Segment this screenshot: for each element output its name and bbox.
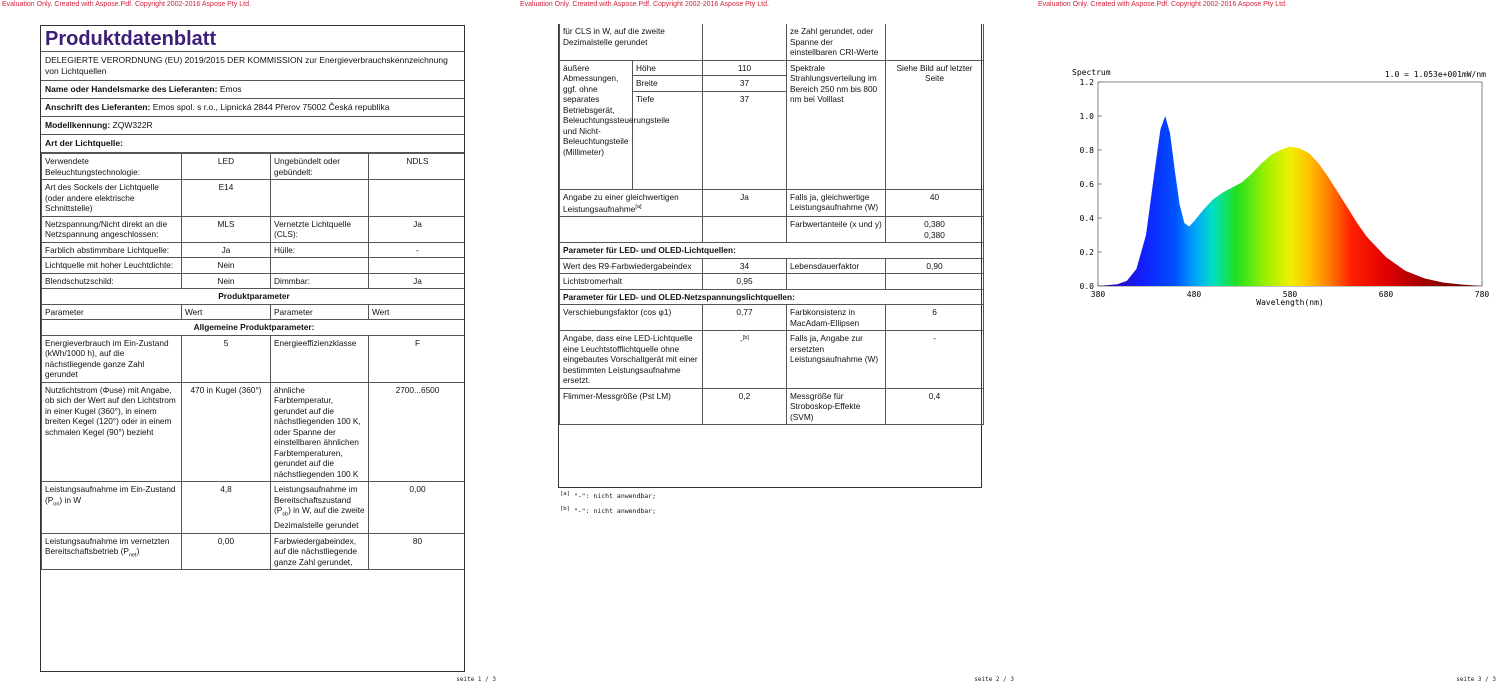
- text-part: Angabe zu einer gleichwertigen Leistungsaufnahme: [563, 191, 679, 214]
- value-y: 0,380: [924, 229, 945, 240]
- cell-param: Energieeffizienzklasse: [271, 335, 369, 382]
- cell-param: Art des Sockels der Lichtquelle (oder andere elektrische Schnittstelle): [42, 180, 182, 217]
- page-title: Produktdatenblatt: [41, 26, 464, 52]
- cell-value: 37: [703, 91, 787, 189]
- cell-param: Wert des R9-Farbwiedergabeindex: [560, 258, 703, 274]
- cell-param: Verwendete Beleuchtungstechnologie:: [42, 154, 182, 180]
- supplier-value: Emos: [219, 84, 242, 94]
- text-part: Leistungsaufnahme im Bereitschaftszustand (P: [274, 484, 358, 515]
- footnotes: [560, 488, 656, 518]
- watermark: Evaluation Only. Created with Aspose.Pdf. Copyright 2002-2016 Aspose Pty Ltd.: [1038, 1, 1287, 8]
- table-row: [42, 533, 466, 570]
- cell-param: ähnliche Farbtemperatur, gerundet auf die nächstliegenden 100 K, oder Spanne der einstellbaren ähnlichen Farbtemperaturen, gerundet auf die nächstliegenden 100 K: [271, 382, 369, 482]
- footnote-text: "-": nicht anwendbar;: [573, 492, 657, 501]
- cell-value: Ja: [369, 216, 466, 242]
- cell-subparam: Breite: [633, 76, 703, 92]
- cell-value: Ja: [703, 189, 787, 217]
- cell-value: 0,4: [886, 388, 984, 425]
- cell-param: [560, 189, 703, 217]
- cell-value: 4,8: [182, 482, 271, 534]
- table-row: [42, 258, 466, 274]
- cell-param: Verschiebungsfaktor (cos φ1): [560, 305, 703, 331]
- subscript: net: [128, 552, 137, 559]
- footnote-text: "-": nicht anwendbar;: [573, 507, 657, 516]
- footnote-b: [560, 503, 656, 518]
- cell-param: für CLS in W, auf die zweite Dezimalstelle gerundet: [560, 24, 703, 60]
- cell-value: [886, 274, 984, 290]
- cell-value: 80: [369, 533, 466, 570]
- table-row: [42, 335, 466, 382]
- parameter-table-2: [559, 24, 984, 425]
- model-label: Modellkennung:: [45, 120, 111, 130]
- cell-value: 6: [886, 305, 984, 331]
- subscript: sb: [282, 511, 289, 518]
- y-tick-label: 1.2: [1079, 78, 1094, 87]
- column-header: Parameter: [42, 304, 182, 320]
- cell-param: Falls ja, Angabe zur ersetzten Leistungsaufnahme (W): [787, 331, 886, 389]
- cell-value: Ja: [182, 242, 271, 258]
- cell-param: Vernetzte Lichtquelle (CLS):: [271, 216, 369, 242]
- cell-value: 2700...6500: [369, 382, 466, 482]
- cell-value: MLS: [182, 216, 271, 242]
- section-general: Allgemeine Produktparameter:: [42, 320, 466, 336]
- parameter-table-1: [41, 153, 465, 570]
- cell-param: Lichtquelle mit hoher Leuchtdichte:: [42, 258, 182, 274]
- cell-value: [886, 24, 984, 60]
- column-header: Wert: [182, 304, 271, 320]
- cell-param: Netzspannung/Nicht direkt an die Netzspannung angeschlossen:: [42, 216, 182, 242]
- section-header: [42, 320, 466, 336]
- cell-value: 0,77: [703, 305, 787, 331]
- cell-value: -: [886, 331, 984, 389]
- x-tick-label: 380: [1090, 290, 1106, 299]
- cell-value: 0,95: [703, 274, 787, 290]
- cell-param: [271, 180, 369, 217]
- supplier-label: Name oder Handelsmarke des Lieferanten:: [45, 84, 218, 94]
- cell-param: [271, 482, 369, 534]
- cell-value: -: [369, 242, 466, 258]
- supplier-row: [41, 81, 464, 99]
- table-row: [560, 331, 984, 389]
- y-tick-label: 0.2: [1079, 248, 1094, 257]
- section-led: Parameter für LED- und OLED-Lichtquellen:: [560, 243, 984, 259]
- x-tick-label: 680: [1378, 290, 1394, 299]
- y-axis: [1080, 78, 1102, 291]
- y-tick-label: 0.4: [1079, 214, 1094, 223]
- cell-value: [369, 180, 466, 217]
- page-number: seite 3 / 3: [1456, 676, 1496, 683]
- cell-value: E14: [182, 180, 271, 217]
- table-row: [560, 388, 984, 425]
- cell-value: 37: [703, 76, 787, 92]
- y-tick-label: 0.0: [1079, 282, 1094, 291]
- cell-value: 40: [886, 189, 984, 217]
- cell-param: Farbkonsistenz in MacAdam-Ellipsen: [787, 305, 886, 331]
- cell-subparam: Tiefe: [633, 91, 703, 189]
- cell-value: 5: [182, 335, 271, 382]
- y-tick-label: 0.8: [1079, 146, 1094, 155]
- cell-value: 0,2: [703, 388, 787, 425]
- cell-param: ze Zahl gerundet, oder Spanne der einstellbaren CRI-Werte: [787, 24, 886, 60]
- column-header: Wert: [369, 304, 466, 320]
- cell-value: 110: [703, 60, 787, 76]
- cell-value: 0,00: [369, 482, 466, 534]
- table-row: [560, 60, 984, 76]
- text-part: ) in W, auf die zweite Dezimalstelle gerundet: [274, 505, 365, 531]
- address-value: Emos spol. s r.o., Lipnická 2844 Přerov 75002 Česká republika: [152, 102, 390, 112]
- model-value: ZQW322R: [112, 120, 153, 130]
- cell-value: 0,00: [182, 533, 271, 570]
- cell-value: [703, 24, 787, 60]
- cell-param: [271, 258, 369, 274]
- column-header: Parameter: [271, 304, 369, 320]
- cell-param: [42, 533, 182, 570]
- cell-param: Dimmbar:: [271, 273, 369, 289]
- table-row: [42, 180, 466, 217]
- cell-param: [787, 274, 886, 290]
- cell-value: 0,90: [886, 258, 984, 274]
- cell-value: [703, 217, 787, 243]
- cell-param: Lebensdauerfaktor: [787, 258, 886, 274]
- page-3: [1036, 0, 1500, 686]
- watermark: Evaluation Only. Created with Aspose.Pdf. Copyright 2002-2016 Aspose Pty Ltd.: [520, 1, 769, 8]
- cell-value: F: [369, 335, 466, 382]
- page-2: [518, 0, 1018, 686]
- table-row: [560, 258, 984, 274]
- x-tick-label: 580: [1282, 290, 1298, 299]
- table-row: [560, 24, 984, 60]
- page-1: [0, 0, 500, 686]
- table-row: [42, 242, 466, 258]
- text-part: Leistungsaufnahme im Ein-Zustand (P: [45, 484, 176, 505]
- section-mains: Parameter für LED- und OLED-Netzspannungslichtquellen:: [560, 289, 984, 305]
- y-tick-label: 1.0: [1079, 112, 1094, 121]
- x-tick-label: 780: [1474, 290, 1490, 299]
- cell-value: Nein: [182, 258, 271, 274]
- value-x: 0,380: [924, 219, 945, 230]
- section-header: [560, 289, 984, 305]
- cell-value: 34: [703, 258, 787, 274]
- cell-value: Nein: [182, 273, 271, 289]
- datasheet-table-1: [40, 25, 465, 672]
- table-row: [560, 305, 984, 331]
- text-part: Leistungsaufnahme im vernetzten Bereitschaftsbetrieb (P: [45, 535, 170, 557]
- cell-param: [560, 217, 703, 243]
- cell-param: Farblich abstimmbare Lichtquelle:: [42, 242, 182, 258]
- regulation-subtitle: DELEGIERTE VERORDNUNG (EU) 2019/2015 DER KOMMISSION zur Energieverbrauchskennzeichnung von Lichtquellen: [41, 52, 464, 81]
- watermark: Evaluation Only. Created with Aspose.Pdf. Copyright 2002-2016 Aspose Pty Ltd.: [2, 1, 251, 8]
- table-row: [42, 382, 466, 482]
- spectrum-chart: [1036, 60, 1500, 320]
- footnote-a: [560, 488, 656, 503]
- page-number: seite 2 / 3: [974, 676, 1014, 683]
- text-part: ) in W: [59, 494, 82, 505]
- type-label: Art der Lichtquelle:: [45, 138, 123, 148]
- section-header: [560, 243, 984, 259]
- subscript: on: [53, 501, 60, 508]
- spectrum-area: [1098, 116, 1482, 286]
- cell-param: äußere Abmessungen, ggf. ohne separates Betriebsgerät, Beleuchtungssteuerungsteile und Nicht-Beleuchtungsteile (Millimeter): [560, 60, 633, 189]
- text-part: -: [740, 335, 743, 346]
- cell-value: [369, 258, 466, 274]
- datasheet-table-2: [558, 24, 982, 488]
- table-row: [560, 217, 984, 243]
- table-row: [42, 482, 466, 534]
- cell-param: Messgröße für Stroboskop-Effekte (SVM): [787, 388, 886, 425]
- footnote-mark: [a]: [560, 491, 570, 497]
- text-part: ): [136, 546, 140, 557]
- model-row: [41, 117, 464, 135]
- x-axis-label: Wavelength(nm): [1256, 298, 1324, 307]
- table-row: [42, 154, 466, 180]
- address-label: Anschrift des Lieferanten:: [45, 102, 151, 112]
- footnote-mark: [b]: [560, 506, 570, 513]
- cell-value: Ja: [369, 273, 466, 289]
- cell-value: 470 in Kugel (360°): [182, 382, 271, 482]
- type-row: [41, 135, 464, 153]
- table-row: [560, 274, 984, 290]
- cell-param: [42, 482, 182, 534]
- cell-param: Ungebündelt oder gebündelt:: [271, 154, 369, 180]
- table-row: [560, 189, 984, 217]
- cell-value: LED: [182, 154, 271, 180]
- cell-param: Farbwiedergabeindex, auf die nächstliegende ganze Zahl gerundet,: [271, 533, 369, 570]
- cell-param: Nutzlichtstrom (Φuse) mit Angabe, ob sich der Wert auf den Lichtstrom in einer Kugel (360°), in einem breiten Kegel (120°) oder in einem schmalen Kegel (90°) bezieht: [42, 382, 182, 482]
- chart-scale-note: 1.0 = 1.053e+001mW/nm: [1384, 70, 1486, 79]
- cell-subparam: Höhe: [633, 60, 703, 76]
- chart-title: Spectrum: [1072, 68, 1111, 77]
- y-tick-label: 0.6: [1079, 180, 1094, 189]
- x-tick-label: 480: [1186, 290, 1202, 299]
- cell-param: Farbwertanteile (x und y): [787, 217, 886, 243]
- section-product: Produktparameter: [42, 289, 466, 305]
- table-row: [42, 216, 466, 242]
- table-row: [42, 273, 466, 289]
- cell-param: Flimmer-Messgröße (Pst LM): [560, 388, 703, 425]
- cell-param: Blendschutzschild:: [42, 273, 182, 289]
- cell-value: NDLS: [369, 154, 466, 180]
- cell-value: [886, 217, 984, 243]
- table-header-row: [42, 304, 466, 320]
- cell-param: Angabe, dass eine LED-Lichtquelle eine Leuchtstofflichtquelle ohne eingebautes Vorschaltgerät mit einer bestimmten Leistungsaufnahme ersetzt.: [560, 331, 703, 389]
- section-header: [42, 289, 466, 305]
- cell-param: Hülle:: [271, 242, 369, 258]
- cell-param: Lichtstromerhalt: [560, 274, 703, 290]
- address-row: [41, 99, 464, 117]
- cell-value: Siehe Bild auf letzter Seite: [886, 60, 984, 189]
- cell-value: [703, 331, 787, 389]
- page-number: seite 1 / 3: [456, 676, 496, 683]
- footnote-mark: [b]: [742, 335, 749, 342]
- cell-param: Spektrale Strahlungsverteilung im Bereich 250 nm bis 800 nm bei Volllast: [787, 60, 886, 189]
- cell-param: Energieverbrauch im Ein-Zustand (kWh/1000 h), auf die nächstliegende ganze Zahl gerundet: [42, 335, 182, 382]
- footnote-mark: [a]: [635, 204, 642, 210]
- cell-param: Falls ja, gleichwertige Leistungsaufnahme (W): [787, 189, 886, 217]
